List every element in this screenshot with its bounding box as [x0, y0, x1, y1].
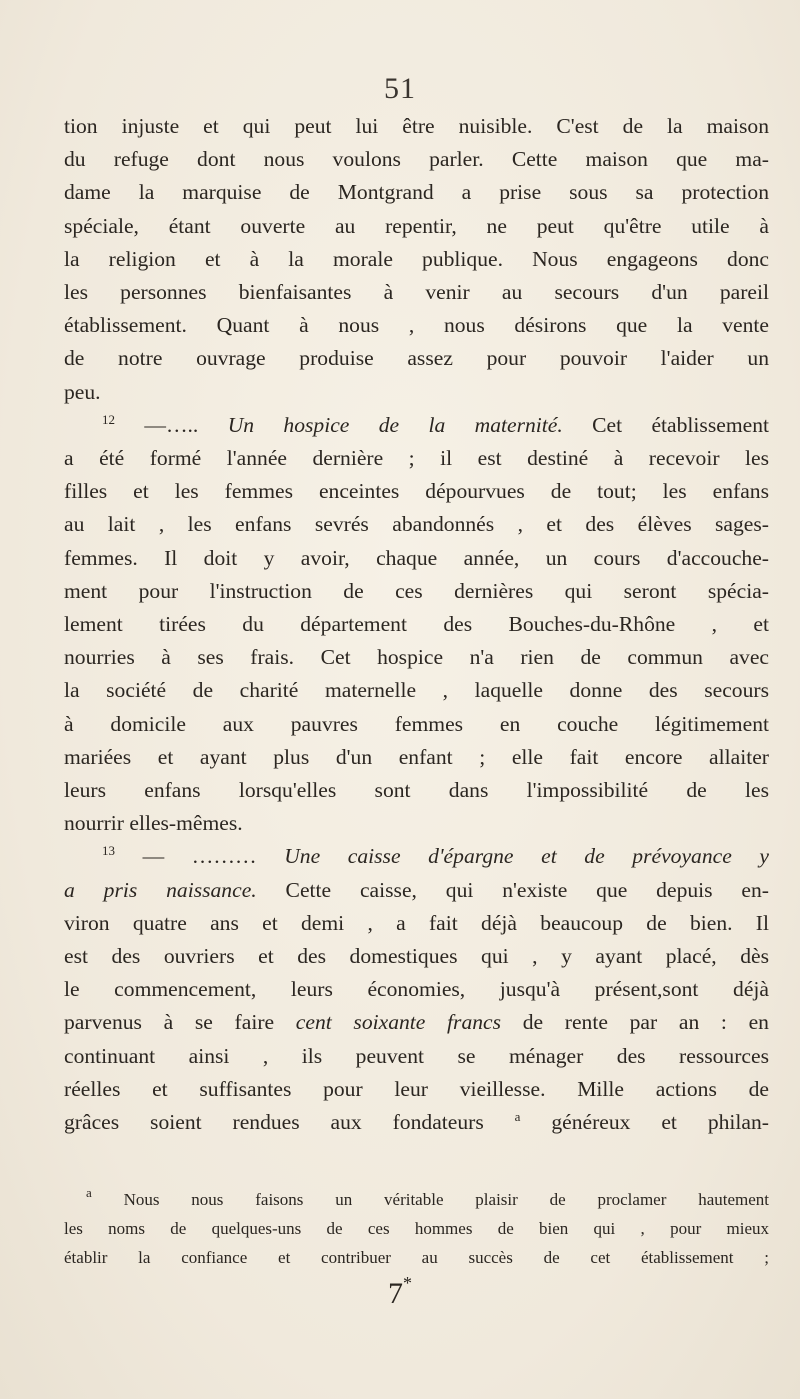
- section-title-continued: a pris naissance.: [64, 877, 257, 902]
- footnote: [64, 1185, 769, 1272]
- text-line: [64, 1006, 769, 1039]
- text-run: Cet établissement: [562, 412, 769, 437]
- text-line: viron quatre ans et demi , a fait déjà beaucoup de bien. Il: [64, 910, 769, 935]
- text-line: au lait , les enfans sevrés abandonnés , et des élèves sages-: [64, 512, 769, 537]
- section-title: Un hospice de la maternité.: [227, 412, 563, 437]
- text-line: à domicile aux pauvres femmes en couche légitimement: [64, 711, 769, 736]
- text-line: [64, 1106, 769, 1139]
- text-line: dame la marquise de Montgrand a prise sous sa protection: [64, 180, 769, 205]
- text-line: [64, 409, 769, 442]
- text-line: mariées et ayant plus d'un enfant ; elle fait encore allaiter: [64, 744, 769, 769]
- text-line: la religion et à la morale publique. Nous engageons donc: [64, 246, 769, 271]
- text-line: [64, 874, 769, 907]
- text-line: spéciale, étant ouverte au repentir, ne peut qu'être utile à: [64, 213, 769, 238]
- text-line: la société de charité maternelle , laquelle donne des secours: [64, 678, 769, 703]
- emphasis-text: cent soixante francs: [295, 1010, 502, 1035]
- main-text: [64, 110, 769, 1139]
- text-run: grâces soient rendues aux fondateurs: [64, 1110, 515, 1135]
- text-line: peu.: [64, 379, 101, 404]
- footnote-line: établir la confiance et contribuer au succès de cet établissement ;: [64, 1248, 769, 1267]
- text-line: le commencement, leurs économies, jusqu'à présent,sont déjà: [64, 977, 769, 1002]
- text-line: lement tirées du département des Bouches-du-Rhône , et: [64, 612, 769, 637]
- signature-number: 7: [388, 1277, 403, 1310]
- text-line: nourries à ses frais. Cet hospice n'a rien de commun avec: [64, 645, 769, 670]
- paragraph-refuge: [64, 110, 769, 409]
- paragraph-maternity-hospice: [64, 409, 769, 841]
- text-run: Nous nous faisons un véritable plaisir de proclamer hautement: [91, 1190, 769, 1209]
- text-line: établissement. Quant à nous , nous désirons que la vente: [64, 313, 769, 338]
- text-run: parvenus à se faire: [64, 1010, 296, 1035]
- section-title: Une caisse d'épargne et de prévoyance y: [284, 844, 769, 869]
- text-run: généreux et philan-: [520, 1110, 769, 1135]
- text-line: les personnes bienfaisantes à venir au secours d'un pareil: [64, 280, 769, 305]
- text-line: continuant ainsi , ils peuvent se ménager des ressources: [64, 1043, 769, 1068]
- text-line: est des ouvriers et des domestiques qui , y ayant placé, dès: [64, 944, 769, 969]
- section-number: 12: [102, 411, 115, 427]
- text-line: du refuge dont nous voulons parler. Cette maison que ma-: [64, 147, 769, 172]
- footnote-line: les noms de quelques-uns de ces hommes de bien qui , pour mieux: [64, 1219, 769, 1238]
- text-line: ment pour l'instruction de ces dernières qui seront spécia-: [64, 578, 769, 603]
- text-line: femmes. Il doit y avoir, chaque année, un cours d'accouche-: [64, 545, 769, 570]
- paragraph-savings-bank: [64, 840, 769, 1139]
- leader-dots: — ………: [115, 844, 285, 869]
- section-number: 13: [102, 843, 115, 859]
- signature-mark: [0, 1273, 800, 1311]
- footnote-line: [64, 1185, 769, 1214]
- text-line: [64, 840, 769, 873]
- text-line: leurs enfans lorsqu'elles sont dans l'impossibilité de les: [64, 778, 769, 803]
- footnote-reference: a: [514, 1109, 521, 1125]
- page-number: 51: [384, 72, 416, 105]
- text-line: a été formé l'année dernière ; il est destiné à recevoir les: [64, 446, 769, 471]
- footnote-marker: a: [86, 1185, 92, 1200]
- signature-asterisk: *: [403, 1273, 412, 1293]
- text-line: nourrir elles-mêmes.: [64, 811, 243, 836]
- text-line: de notre ouvrage produise assez pour pouvoir l'aider un: [64, 346, 769, 371]
- text-run: Cette caisse, qui n'existe que depuis en-: [256, 877, 769, 902]
- text-run: de rente par an : en: [501, 1010, 769, 1035]
- text-line: réelles et suffisantes pour leur vieillesse. Mille actions de: [64, 1076, 769, 1101]
- text-line: tion injuste et qui peut lui être nuisible. C'est de la maison: [64, 114, 769, 138]
- text-line: filles et les femmes enceintes dépourvues de tout; les enfans: [64, 479, 769, 504]
- leader-dots: —…..: [115, 412, 228, 437]
